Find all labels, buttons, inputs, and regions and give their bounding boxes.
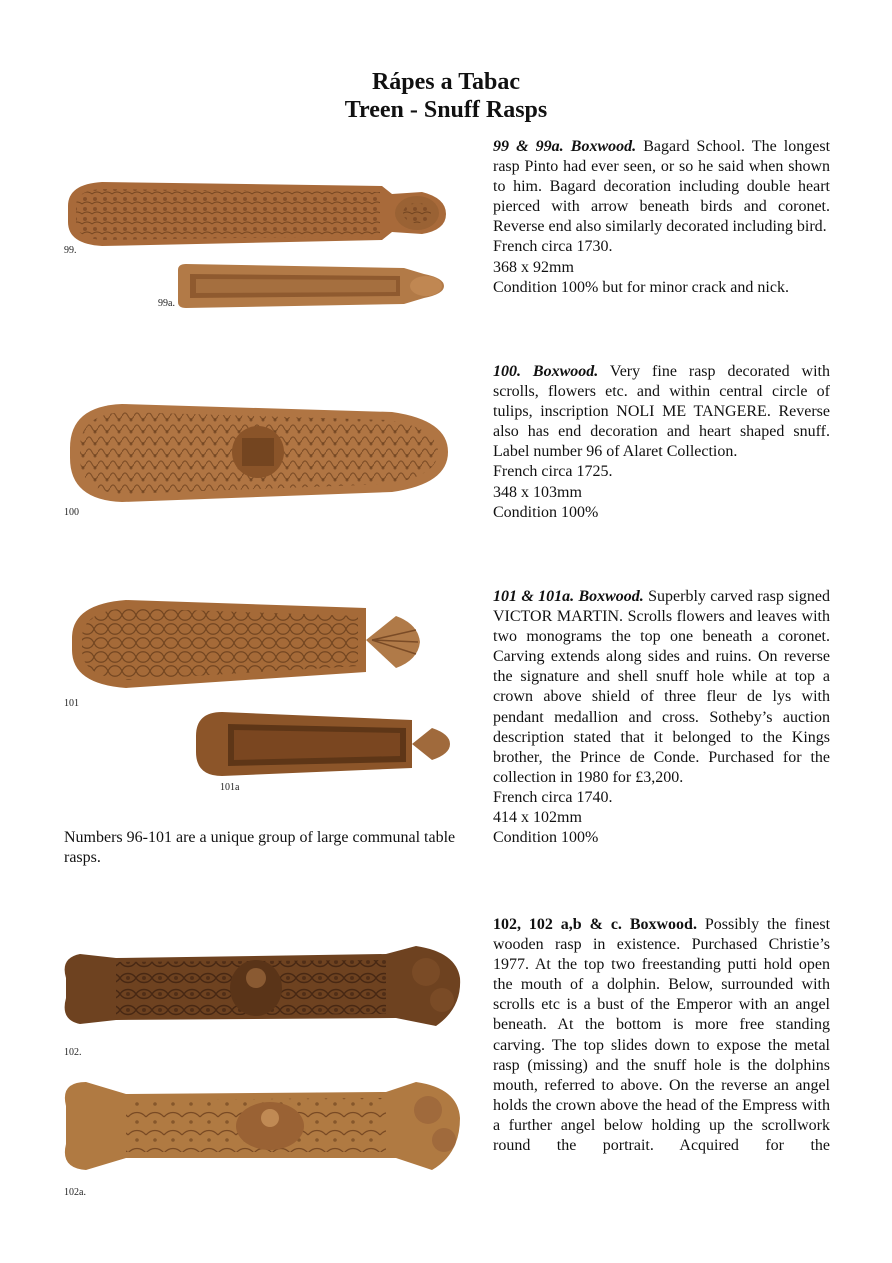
entry-101-condition: Condition 100% [493,829,599,847]
entry-101-size: 414 x 102mm [493,809,582,827]
entry-100-text: Very fine rasp decorated with scrolls, flowers etc. and within central circle of tulips, inscription NOLI ME TANGERE. Reverse also has end decoration and heart shaped snuff. Label number 96 of Alaret Collection. [493,363,830,461]
entry-101-text: Superbly carved rasp signed VICTOR MARTIN. Scrolls flowers and leaves with two monograms the top one beneath a coronet. Carving extends along sides and ruins. On reverse the signature and shell snuff hole while at top a crown above shield of three fleur de lys with pendant medallion and cross. Sotheby’s auction description stated that it belonged to the Kings brother, the Prince de Conde. Purchased for the collection in 1980 for £3,200. [493,588,831,786]
entry-100-heading: 100. Boxwood. [493,363,599,380]
caption-101a: 101a [220,782,240,793]
caption-102a: 102a. [64,1187,86,1198]
entry-99-size: 368 x 92mm [493,258,574,276]
page-subtitle: Treen - Snuff Rasps [344,97,548,123]
entry-102-text: Possibly the finest wooden rasp in existence. Purchased Christie’s 1977. At the top two freestanding putti hold open the mouth of a dolphin. Below, surrounded with scrolls etc is a bust of the Emperor with an angel beneath. At the bottom is more free standing carving. The top slides down to expose the metal rasp (missing) and the snuff hole is the dolphins mouth, referred to above. On the reverse an angel holds the crown above the head of the Empress with a further angel below holding up the scrollwork round the portrait. Acquired for the [493,916,831,1155]
caption-99a: 99a. [158,298,175,309]
caption-102: 102. [64,1047,82,1058]
rasp-99a-image [174,262,446,310]
rasp-102a-image [56,1072,466,1180]
entry-100-size: 348 x 103mm [493,483,582,501]
entry-100-origin: French circa 1725. [493,463,613,481]
entry-102-description [493,915,830,1156]
entry-100-description [493,362,830,523]
entry-99-heading: 99 & 99a. Boxwood. [493,138,637,155]
entry-101-origin: French circa 1740. [493,788,613,806]
entry-99-condition: Condition 100% but for minor crack and nick. [493,278,789,296]
entry-102-heading: 102, 102 a,b & c. Boxwood. [493,916,697,933]
group-note: Numbers 96-101 are a unique group of large communal table rasps. [64,829,456,866]
entry-101-heading: 101 & 101a. Boxwood. [493,588,644,605]
caption-99: 99. [64,245,77,256]
caption-101: 101 [64,698,79,709]
rasp-102-image [56,938,466,1038]
entry-99-description [493,137,830,298]
rasp-99-image [62,176,452,254]
entry-100-condition: Condition 100% [493,503,599,521]
rasp-100-image [62,398,454,506]
entry-101-description [493,587,830,848]
entry-99-text: Bagard School. The longest rasp Pinto had ever seen, or so he said when shown to him. Bagard decoration including double heart pierced with arrow beneath birds and coronet. Reverse end also similarly decorated including bird. [493,138,831,236]
rasp-101a-image [192,706,454,782]
entry-99-origin: French circa 1730. [493,238,613,256]
rasp-101-image [66,594,426,694]
page-title: Rápes a Tabac [371,69,521,95]
caption-100: 100 [64,507,79,518]
